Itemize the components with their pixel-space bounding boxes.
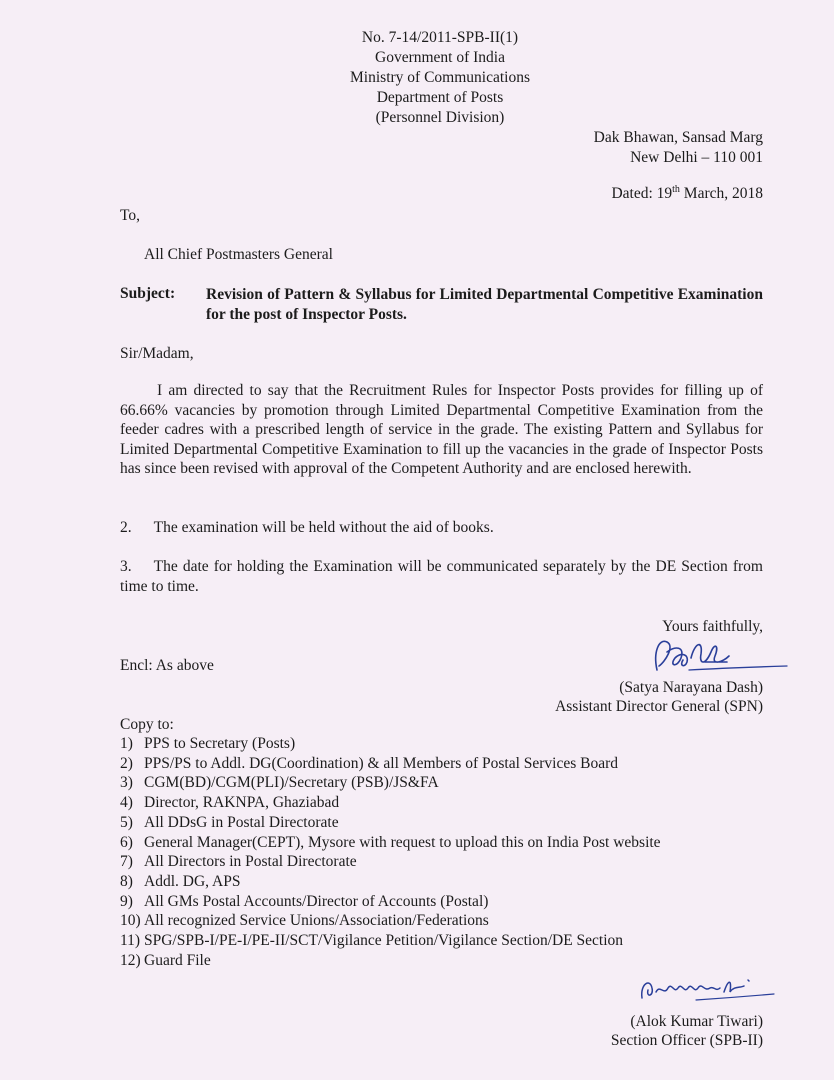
subject-label: Subject: <box>120 285 176 302</box>
signatory2-name: (Alok Kumar Tiwari) <box>630 1013 763 1030</box>
government-name: Government of India <box>375 49 505 66</box>
file-number: No. 7-14/2011-SPB-II(1) <box>361 29 519 46</box>
office-address-line1: Dak Bhawan, Sansad Marg <box>593 129 763 146</box>
signatory1-designation: Assistant Director General (SPN) <box>555 698 763 715</box>
list-item: 6) General Manager(CEPT), Mysore with request to upload this on India Post website <box>120 833 661 851</box>
list-item: 11) SPG/SPB-I/PE-I/PE-II/SCT/Vigilance Petition/Vigilance Section/DE Section <box>120 932 624 950</box>
ministry-name: Ministry of Communications <box>350 69 530 86</box>
letter-header <box>280 28 600 128</box>
list-item: 10) All recognized Service Unions/Association/Federations <box>120 912 489 930</box>
list-item: 5) All DDsG in Postal Directorate <box>120 813 339 831</box>
body-paragraph-3: 3. The date for holding the Examination will be communicated separately by the DE Section from time to time. <box>120 558 763 595</box>
list-item: 4) Director, RAKNPA, Ghaziabad <box>120 794 340 812</box>
signatory2-designation: Section Officer (SPB-II) <box>610 1032 763 1049</box>
signature-satya-narayana-dash <box>645 632 790 680</box>
list-item: 8) Addl. DG, APS <box>120 872 241 890</box>
list-item: 12) Guard File <box>120 951 211 969</box>
copy-to-list <box>120 734 661 970</box>
office-address-line2: New Delhi – 110 001 <box>630 149 763 166</box>
list-item: 1) PPS to Secretary (Posts) <box>120 735 296 752</box>
list-item: 7) All Directors in Postal Directorate <box>120 853 357 871</box>
salutation: Sir/Madam, <box>120 345 194 362</box>
to-label: To, <box>120 207 141 224</box>
list-item: 9) All GMs Postal Accounts/Director of Accounts (Postal) <box>120 892 489 910</box>
division-name: (Personnel Division) <box>375 109 505 126</box>
signature-alok-kumar-tiwari <box>636 970 776 1010</box>
enclosure-note: Encl: As above <box>120 657 214 674</box>
copy-to-label: Copy to: <box>120 716 174 733</box>
closing: Yours faithfully, <box>662 618 763 635</box>
letter-date: Dated: 19th March, 2018 <box>611 183 763 202</box>
signatory1-name: (Satya Narayana Dash) <box>619 679 763 696</box>
list-item: 3) CGM(BD)/CGM(PLI)/Secretary (PSB)/JS&FA <box>120 774 439 792</box>
body-paragraph-2: 2. The examination will be held without the aid of books. <box>120 519 494 536</box>
list-item: 2) PPS/PS to Addl. DG(Coordination) & all Members of Postal Services Board <box>120 754 619 772</box>
subject-text: Revision of Pattern & Syllabus for Limited Departmental Competitive Examination for the post of Inspector Posts. <box>206 286 763 323</box>
department-name: Department of Posts <box>376 89 504 106</box>
body-paragraph-1: I am directed to say that the Recruitment Rules for Inspector Posts provides for filling up of 66.66% vacancies by promotion through Limited Departmental Competitive Examination from the feeder cadres with a prescribed length of service in the grade. The existing Pattern and Syllabus for Limited Departmental Competitive Examination to fill up the vacancies in the grade of Inspector Posts has since been revised with approval of the Competent Authority and are enclosed herewith. <box>120 382 763 478</box>
recipient: All Chief Postmasters General <box>144 246 333 263</box>
